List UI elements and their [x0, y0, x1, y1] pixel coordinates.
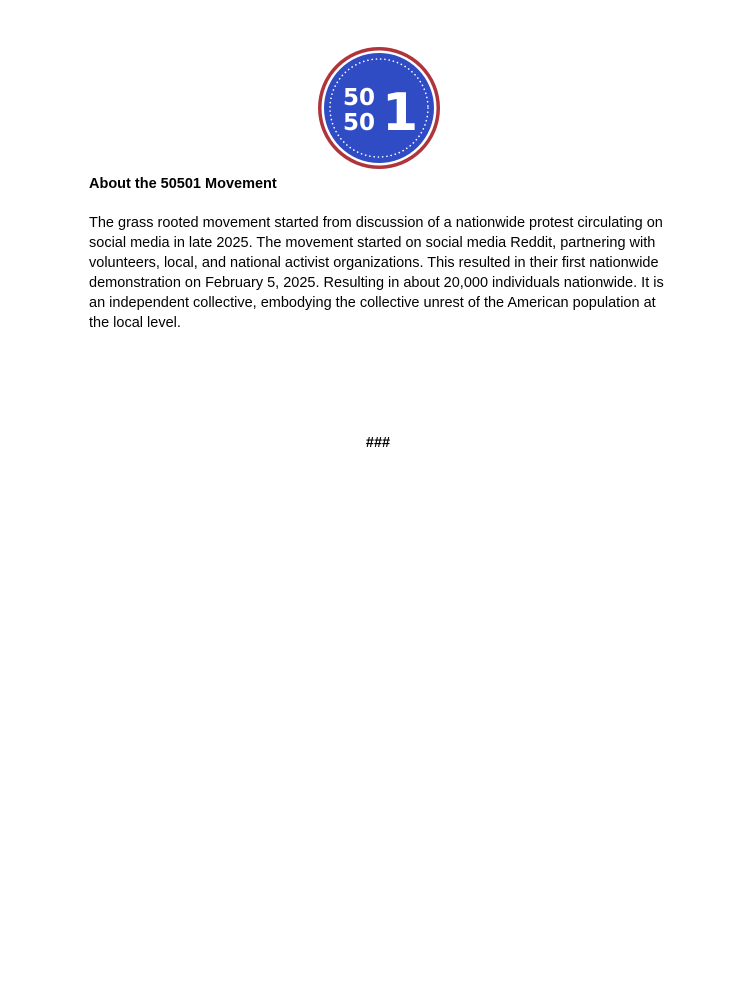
section-heading: About the 50501 Movement — [89, 176, 277, 192]
50501-logo — [317, 46, 441, 170]
logo-text-line2: 50 — [343, 110, 376, 136]
body-paragraph: The grass rooted movement started from discussion of a nationwide protest circulating on social media in late 2025. The movement started on social media Reddit, partnering with volunteers, local, and national activist organizations. This resulted in their first nationwide demonstration on February 5, 2025. Resulting in about 20,000 individuals nationwide. It is an independent collective, embodying the collective unrest of the American population at the local level. — [89, 215, 664, 331]
logo-text-big: 1 — [382, 83, 419, 143]
logo-text-line1: 50 — [343, 85, 376, 111]
end-mark: ### — [365, 435, 391, 451]
